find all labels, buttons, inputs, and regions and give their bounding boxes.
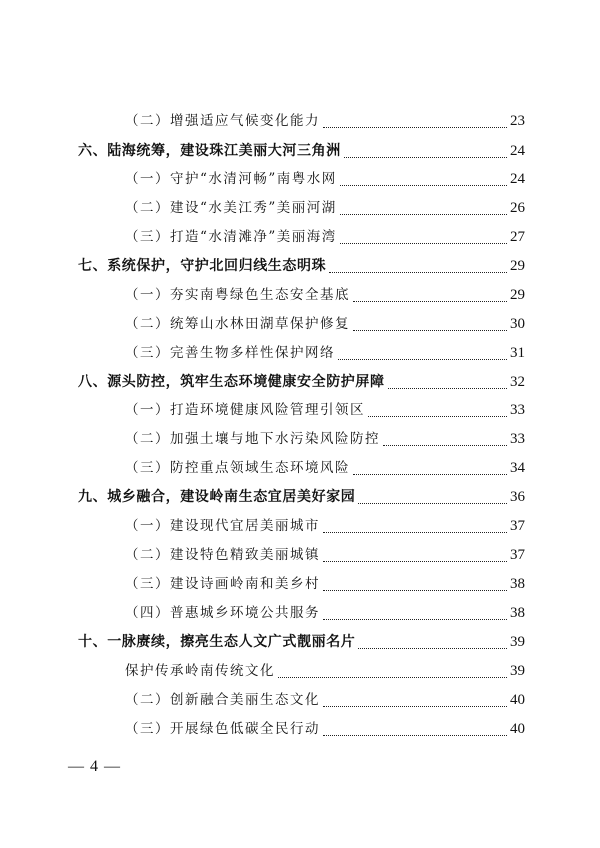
dot-leader xyxy=(353,301,507,302)
toc-section-entry[interactable] xyxy=(78,138,525,164)
toc-entry-page: 33 xyxy=(510,431,525,447)
toc-entry[interactable] xyxy=(125,687,525,713)
toc-entry-label: （二）建设“水美江秀”美丽河湖 xyxy=(125,200,337,216)
toc-entry-page: 38 xyxy=(510,576,525,592)
toc-entry-label: 保护传承岭南传统文化 xyxy=(125,663,275,679)
toc-entry-label: （三）打造“水清滩净”美丽海湾 xyxy=(125,229,337,245)
toc-entry[interactable] xyxy=(125,426,525,452)
toc-entry-label: （三）建设诗画岭南和美乡村 xyxy=(125,576,320,592)
dot-leader xyxy=(358,648,507,649)
toc-entry-page: 39 xyxy=(510,634,525,650)
dot-leader xyxy=(323,590,507,591)
toc-entry-page: 36 xyxy=(510,489,525,505)
toc-entry-label: （二）创新融合美丽生态文化 xyxy=(125,692,320,708)
toc-entry-page: 30 xyxy=(510,316,525,332)
dot-leader xyxy=(368,416,507,417)
toc-entry[interactable] xyxy=(125,455,525,481)
dot-leader xyxy=(358,503,507,504)
toc-section-label: 九、城乡融合，建设岭南生态宜居美好家园 xyxy=(78,489,356,505)
toc-entry[interactable] xyxy=(125,397,525,423)
toc-entry-page: 26 xyxy=(510,200,525,216)
dot-leader xyxy=(383,445,507,446)
dot-leader xyxy=(353,474,507,475)
toc-entry-page: 40 xyxy=(510,692,525,708)
toc-entry[interactable] xyxy=(125,166,525,192)
toc-entry[interactable] xyxy=(125,108,525,134)
toc-section-label: 七、系统保护，守护北回归线生态明珠 xyxy=(78,258,327,274)
dot-leader xyxy=(338,359,507,360)
toc-entry-label: （二）增强适应气候变化能力 xyxy=(125,113,320,129)
toc-entry[interactable] xyxy=(125,224,525,250)
dot-leader xyxy=(340,243,507,244)
dot-leader xyxy=(329,272,507,273)
dot-leader xyxy=(340,214,507,215)
toc-entry-page: 37 xyxy=(510,518,525,534)
toc-entry-page: 33 xyxy=(510,402,525,418)
toc-entry-label: （二）加强土壤与地下水污染风险防控 xyxy=(125,431,380,447)
toc-entry[interactable] xyxy=(125,542,525,568)
toc-entry-label: （四）普惠城乡环境公共服务 xyxy=(125,605,320,621)
toc-entry-page: 34 xyxy=(510,460,525,476)
toc-entry-page: 32 xyxy=(510,374,525,390)
page-number-footer: — 4 — xyxy=(68,758,121,775)
toc-entry-label: （一）守护“水清河畅”南粤水网 xyxy=(125,171,337,187)
toc-entry[interactable] xyxy=(125,282,525,308)
toc-entry-page: 27 xyxy=(510,229,525,245)
dot-leader xyxy=(323,532,507,533)
toc-entry-page: 23 xyxy=(510,113,525,129)
toc-entry[interactable] xyxy=(125,340,525,366)
toc-entry-label: （三）完善生物多样性保护网络 xyxy=(125,345,335,361)
dot-leader xyxy=(340,185,507,186)
dot-leader xyxy=(278,677,507,678)
toc-entry[interactable] xyxy=(125,311,525,337)
toc-entry-label: （一）打造环境健康风险管理引领区 xyxy=(125,402,365,418)
toc-entry[interactable] xyxy=(125,658,525,684)
toc-entry[interactable] xyxy=(125,716,525,742)
toc-entry[interactable] xyxy=(125,195,525,221)
toc-entry-page: 29 xyxy=(510,287,525,303)
toc-entry-page: 40 xyxy=(510,721,525,737)
toc-entry-label: （二）建设特色精致美丽城镇 xyxy=(125,547,320,563)
toc-entry-label: （一）建设现代宜居美丽城市 xyxy=(125,518,320,534)
toc-entry-page: 31 xyxy=(510,345,525,361)
dot-leader xyxy=(323,735,507,736)
toc-entry-label: （三）防控重点领域生态环境风险 xyxy=(125,460,350,476)
toc-section-label: 十、一脉赓续，擦亮生态人文广式靓丽名片 xyxy=(78,634,356,650)
toc-section-entry[interactable] xyxy=(78,369,525,395)
toc-entry[interactable] xyxy=(125,513,525,539)
toc-entry-page: 37 xyxy=(510,547,525,563)
toc-section-entry[interactable] xyxy=(78,629,525,655)
toc-entry-page: 39 xyxy=(510,663,525,679)
toc-entry-page: 38 xyxy=(510,605,525,621)
toc-entry-label: （二）统筹山水林田湖草保护修复 xyxy=(125,316,350,332)
dot-leader xyxy=(388,388,507,389)
toc-entry[interactable] xyxy=(125,600,525,626)
dot-leader xyxy=(353,330,507,331)
toc-entry-page: 24 xyxy=(510,143,525,159)
dot-leader xyxy=(323,706,507,707)
toc-section-entry[interactable] xyxy=(78,253,525,279)
toc-entry-page: 24 xyxy=(510,171,525,187)
toc-entry-label: （一）夯实南粤绿色生态安全基底 xyxy=(125,287,350,303)
toc-section-label: 六、陆海统筹，建设珠江美丽大河三角洲 xyxy=(78,143,341,159)
toc-entry[interactable] xyxy=(125,571,525,597)
toc-section-label: 八、源头防控，筑牢生态环境健康安全防护屏障 xyxy=(78,374,385,390)
toc-entry-page: 29 xyxy=(510,258,525,274)
toc-section-entry[interactable] xyxy=(78,484,525,510)
toc-entry-label: （三）开展绿色低碳全民行动 xyxy=(125,721,320,737)
dot-leader xyxy=(323,619,507,620)
dot-leader xyxy=(323,561,507,562)
dot-leader xyxy=(344,157,507,158)
dot-leader xyxy=(323,127,507,128)
